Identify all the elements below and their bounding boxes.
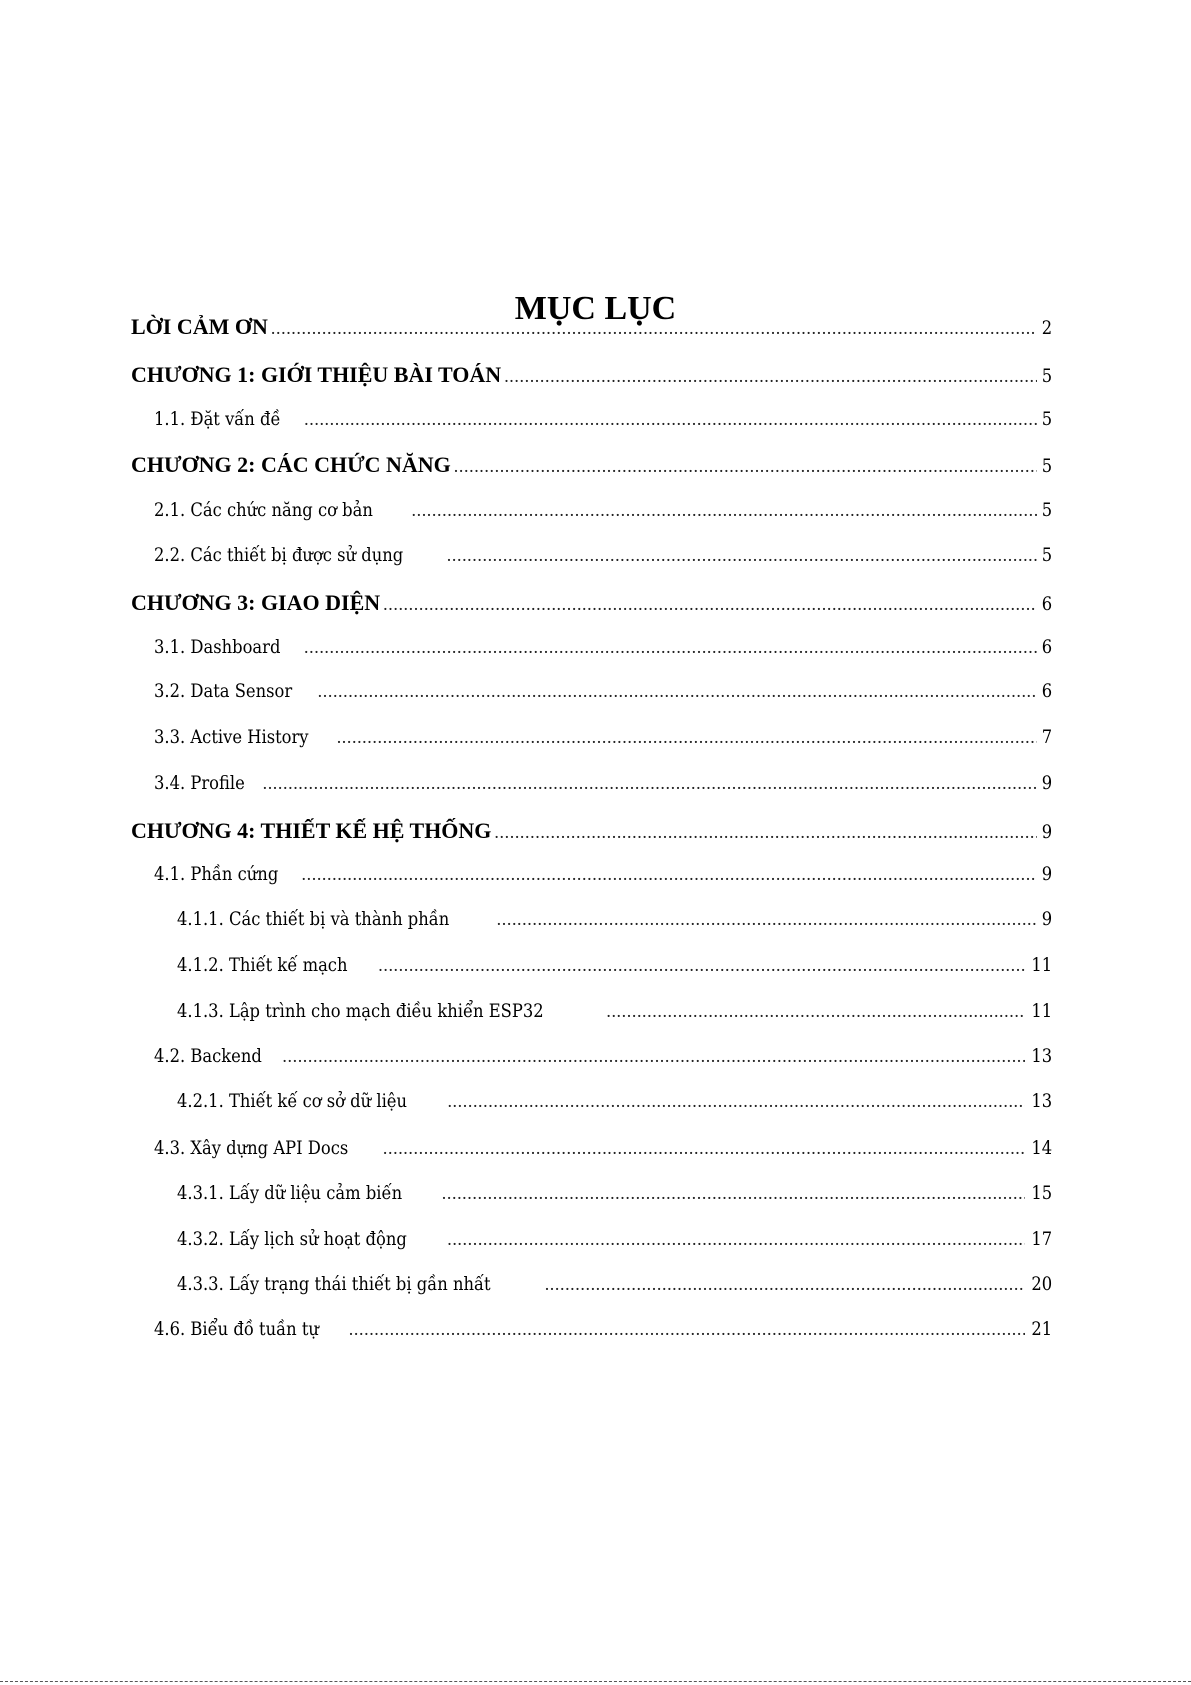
- toc-leader-dots: [447, 1091, 1024, 1112]
- toc-entry-label: LỜI CẢM ƠN: [131, 314, 268, 339]
- toc-entry[interactable]: [154, 544, 1052, 574]
- toc-entry[interactable]: [177, 1273, 1052, 1303]
- toc-entry-page: 11: [1031, 1000, 1052, 1022]
- toc-entry[interactable]: [154, 1137, 1052, 1167]
- toc-entry[interactable]: [177, 908, 1052, 938]
- toc-leader-dots: [454, 456, 1037, 477]
- toc-leader-dots: [447, 1229, 1025, 1250]
- toc-entry[interactable]: [154, 772, 1052, 802]
- toc-leader-dots: [447, 545, 1037, 566]
- toc-leader-dots: [442, 1183, 1025, 1204]
- toc-entry-page: 21: [1031, 1318, 1052, 1340]
- toc-entry-page: 5: [1041, 499, 1052, 521]
- toc-entry-page: 13: [1031, 1090, 1052, 1112]
- toc-entry[interactable]: [177, 1000, 1052, 1030]
- toc-entry-label: 3.4. Profile: [154, 772, 245, 794]
- toc-entry-label: 4.2.1. Thiết kế cơ sở dữ liệu: [177, 1090, 408, 1112]
- toc-entry[interactable]: [154, 408, 1052, 438]
- toc-entry-page: 13: [1031, 1045, 1052, 1067]
- toc-entry[interactable]: [154, 863, 1052, 893]
- toc-entry-page: 2: [1041, 317, 1052, 339]
- toc-entry[interactable]: [154, 680, 1052, 710]
- toc-leader-dots: [302, 864, 1037, 885]
- toc-entry-page: 5: [1041, 544, 1052, 566]
- toc-entry-page: 9: [1041, 863, 1052, 885]
- toc-entry[interactable]: [177, 1090, 1052, 1120]
- toc-entry[interactable]: [177, 954, 1052, 984]
- toc-leader-dots: [606, 1001, 1024, 1022]
- toc-entry-label: 4.3. Xây dựng API Docs: [154, 1137, 349, 1159]
- page-bottom-rule: [0, 1681, 1191, 1683]
- toc-leader-dots: [378, 955, 1025, 976]
- toc-entry[interactable]: [131, 590, 1052, 620]
- toc-entry-label: CHƯƠNG 2: CÁC CHỨC NĂNG: [131, 452, 451, 477]
- toc-entry-page: 6: [1041, 593, 1052, 615]
- toc-leader-dots: [349, 1319, 1025, 1340]
- toc-entry-page: 9: [1041, 908, 1052, 930]
- toc-entry-label: 4.1.1. Các thiết bị và thành phần: [177, 908, 450, 930]
- toc-leader-dots: [545, 1274, 1025, 1295]
- toc-entry-page: 20: [1031, 1273, 1052, 1295]
- toc-entry-page: 11: [1031, 954, 1052, 976]
- toc-entry-page: 6: [1041, 636, 1052, 658]
- toc-entry[interactable]: [154, 1045, 1052, 1075]
- toc-entry-page: 5: [1041, 455, 1052, 477]
- toc-leader-dots: [271, 318, 1037, 339]
- toc-entry-label: 4.3.2. Lấy lịch sử hoạt động: [177, 1228, 407, 1250]
- toc-entry-page: 7: [1041, 726, 1052, 748]
- toc-entry[interactable]: [131, 818, 1052, 848]
- toc-entry-label: 4.1.3. Lập trình cho mạch điều khiển ESP32: [177, 1000, 544, 1022]
- toc-leader-dots: [318, 681, 1037, 702]
- toc-entry[interactable]: [154, 726, 1052, 756]
- toc-entry-label: 4.1.2. Thiết kế mạch: [177, 954, 348, 976]
- toc-leader-dots: [282, 1046, 1024, 1067]
- toc-entry-label: 4.6. Biểu đồ tuần tự: [154, 1318, 319, 1340]
- toc-entry[interactable]: [131, 362, 1052, 392]
- toc-entry-label: 2.2. Các thiết bị được sử dụng: [154, 544, 404, 566]
- toc-leader-dots: [497, 909, 1037, 930]
- toc-entry-page: 9: [1041, 772, 1052, 794]
- toc-entry-page: 6: [1041, 680, 1052, 702]
- toc-title: MỤC LỤC: [514, 290, 677, 327]
- toc-leader-dots: [263, 773, 1037, 794]
- toc-leader-dots: [504, 366, 1037, 387]
- toc-entry-label: 3.2. Data Sensor: [154, 680, 293, 702]
- toc-entry-page: 17: [1031, 1228, 1052, 1250]
- toc-entry[interactable]: [131, 452, 1052, 482]
- toc-entry-label: 4.3.3. Lấy trạng thái thiết bị gần nhất: [177, 1273, 491, 1295]
- toc-leader-dots: [412, 500, 1037, 521]
- toc-entry-label: CHƯƠNG 3: GIAO DIỆN: [131, 590, 381, 615]
- toc-entry[interactable]: [154, 1318, 1052, 1348]
- toc-leader-dots: [383, 1138, 1025, 1159]
- toc-leader-dots: [304, 409, 1037, 430]
- toc-entry-page: 14: [1031, 1137, 1052, 1159]
- toc-entry-label: 2.1. Các chức năng cơ bản: [154, 499, 373, 521]
- toc-entry[interactable]: [177, 1228, 1052, 1258]
- toc-entry-page: 15: [1031, 1182, 1052, 1204]
- toc-entry-page: 5: [1041, 408, 1052, 430]
- toc-leader-dots: [494, 822, 1036, 843]
- toc-entry-label: 4.2. Backend: [154, 1045, 262, 1067]
- toc-entry-page: 5: [1041, 365, 1052, 387]
- toc-leader-dots: [383, 594, 1037, 615]
- toc-entry-label: CHƯƠNG 1: GIỚI THIỆU BÀI TOÁN: [131, 362, 502, 387]
- toc-entry-label: CHƯƠNG 4: THIẾT KẾ HỆ THỐNG: [131, 818, 492, 843]
- toc-entry-label: 4.1. Phần cứng: [154, 863, 279, 885]
- toc-entry[interactable]: [131, 314, 1052, 344]
- toc-entry[interactable]: [154, 499, 1052, 529]
- toc-entry-label: 3.3. Active History: [154, 726, 309, 748]
- toc-entry[interactable]: [154, 636, 1052, 666]
- toc-entry-page: 9: [1041, 821, 1052, 843]
- toc-entry-label: 3.1. Dashboard: [154, 636, 281, 658]
- toc-entry-label: 1.1. Đặt vấn đề: [154, 408, 281, 430]
- toc-entry-label: 4.3.1. Lấy dữ liệu cảm biến: [177, 1182, 403, 1204]
- toc-leader-dots: [304, 637, 1037, 658]
- toc-leader-dots: [337, 727, 1037, 748]
- toc-entry[interactable]: [177, 1182, 1052, 1212]
